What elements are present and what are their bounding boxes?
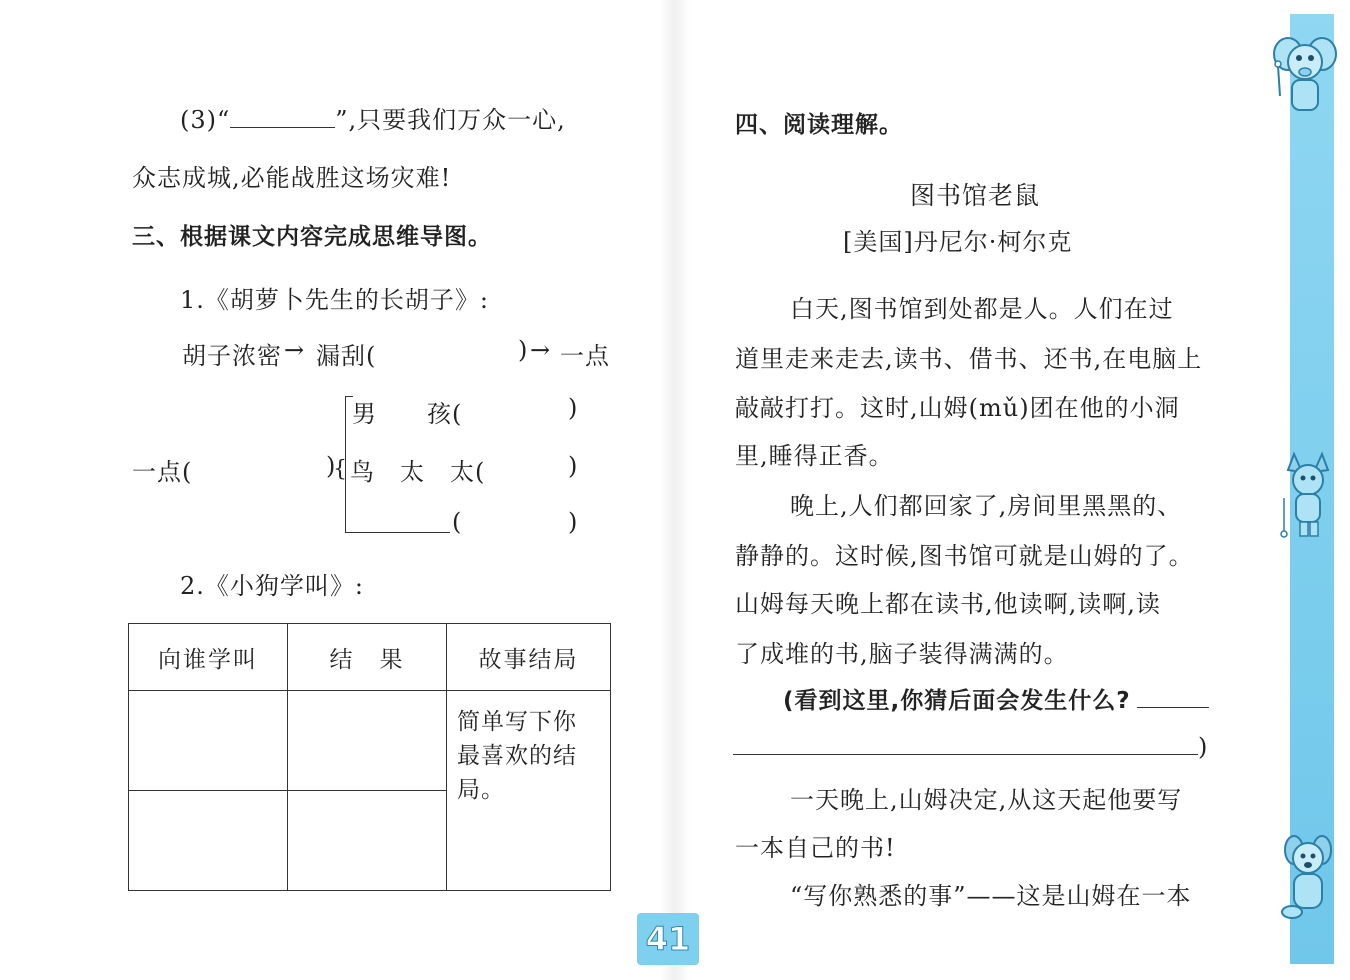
question-close: )	[1198, 733, 1209, 761]
arrow-right-icon: →	[530, 336, 552, 364]
story-line: 了成堆的书,脑子装得满满的。	[735, 640, 1069, 668]
question-line	[783, 682, 1209, 715]
branch3-label: (	[452, 508, 463, 536]
map-left-label: 一点(	[132, 458, 193, 486]
table-cell[interactable]	[288, 791, 447, 891]
flow-mid: 漏刮(	[316, 342, 377, 370]
story-line: 敲敲打打。这时,山姆(mǔ)团在他的小洞	[735, 394, 1180, 422]
story-line: “写你熟悉的事”——这是山姆在一本	[790, 882, 1192, 910]
question-text: (看到这里,你猜后面会发生什么?	[783, 688, 1131, 714]
section4-title: 四、阅读理解。	[735, 112, 903, 138]
story-line: 白天,图书馆到处都是人。人们在过	[790, 295, 1174, 323]
story-line: 静静的。这时候,图书馆可就是山姆的了。	[735, 542, 1194, 570]
page-number: 41	[637, 913, 699, 965]
dog-story-table	[128, 623, 611, 891]
story-line: 道里走来走去,读书、借书、还书,在电脑上	[735, 345, 1203, 373]
story-line: 山姆每天晚上都在读书,他读啊,读啊,读	[735, 590, 1161, 618]
item1-title: 1.《胡萝卜先生的长胡子》:	[180, 286, 489, 314]
branch1-label: 男 孩(	[352, 400, 463, 428]
table-header: 结 果	[288, 624, 447, 691]
branch2-label: 鸟 太 太(	[350, 458, 486, 486]
right-page	[675, 0, 1350, 980]
cartoon-elephant-icon	[1268, 26, 1340, 126]
question-blank-1[interactable]	[1137, 685, 1209, 708]
branch3-close: )	[568, 508, 579, 536]
table-cell[interactable]	[129, 791, 288, 891]
story-author: [美国]丹尼尔·柯尔克	[843, 228, 1073, 256]
branch1-close: )	[568, 394, 579, 422]
q3-suffix: ”,只要我们万众一心,	[335, 106, 566, 134]
story-line: 一本自己的书!	[735, 834, 896, 862]
section3-title: 三、根据课文内容完成思维导图。	[132, 224, 492, 250]
arrow-right-icon: →	[284, 336, 306, 364]
q3-answer-blank[interactable]	[230, 105, 335, 128]
story-title: 图书馆老鼠	[910, 181, 1041, 210]
flow-start: 胡子浓密	[182, 342, 282, 370]
table-header: 故事结局	[447, 624, 611, 691]
table-header: 向谁学叫	[129, 624, 288, 691]
flow-end: 一点	[560, 342, 610, 370]
brace-notch: {	[333, 457, 347, 482]
q3-prefix: (3)“	[180, 106, 231, 134]
brace-bottom-line	[345, 532, 450, 533]
q3-line	[180, 100, 566, 135]
cartoon-dog-icon	[1272, 828, 1342, 928]
branch2-close: )	[568, 452, 579, 480]
table-note-cell[interactable]: 简单写下你最喜欢的结局。	[447, 691, 611, 891]
story-line: 一天晚上,山姆决定,从这天起他要写	[790, 786, 1183, 814]
story-line: 晚上,人们都回家了,房间里黑黑的、	[790, 492, 1183, 520]
q3-line2: 众志成城,必能战胜这场灾难!	[132, 164, 452, 192]
flow-close-paren: )	[518, 336, 529, 364]
question-blank-2[interactable]	[733, 732, 1198, 755]
table-cell[interactable]	[129, 691, 288, 791]
item2-title: 2.《小狗学叫》:	[180, 572, 364, 600]
map-left-close: )	[326, 452, 337, 480]
cartoon-fox-icon	[1272, 448, 1342, 548]
question-line-2	[733, 732, 1208, 761]
story-line: 里,睡得正香。	[735, 442, 894, 470]
table-cell[interactable]	[288, 691, 447, 791]
